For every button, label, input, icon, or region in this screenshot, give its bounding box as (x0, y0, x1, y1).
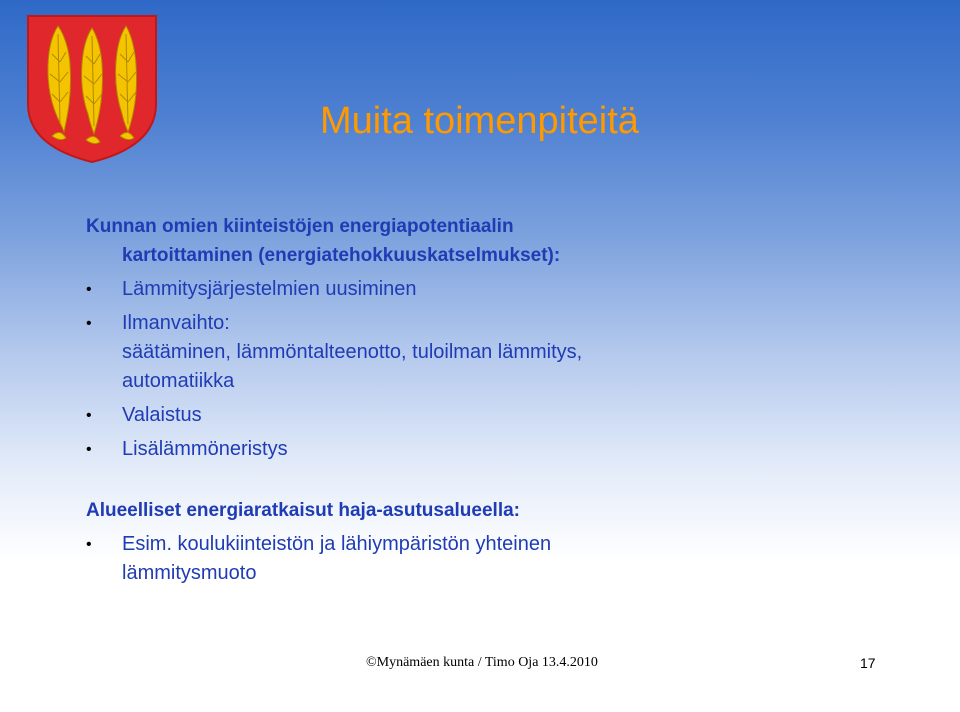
bullet-text: Esim. koulukiinteistön ja lähiympäristön yhteinen (122, 533, 552, 555)
bullet-text: Lisälämmöneristys (122, 438, 288, 460)
section2-heading: Alueelliset energiaratkaisut haja-asutusalueella: (86, 500, 521, 521)
coat-of-arms-icon (26, 14, 158, 164)
bullet-icon: • (86, 315, 92, 332)
bullet-text-line2: säätäminen, lämmöntalteenotto, tuloilman lämmitys, (122, 341, 583, 363)
slide-title: Muita toimenpiteitä (320, 100, 639, 142)
bullet-icon: • (86, 536, 92, 553)
bullet-text: Valaistus (122, 404, 202, 426)
section2-bullet-list (86, 530, 926, 588)
page-number: 17 (860, 655, 876, 671)
section1-heading-line1: Kunnan omien kiinteistöjen energiapotentiaalin (86, 216, 514, 237)
bullet-icon: • (86, 407, 92, 424)
section1-heading-line2: kartoittaminen (energiatehokkuuskatselmukset): (122, 245, 561, 266)
bullet-text-line3: automatiikka (122, 370, 235, 392)
bullet-item (86, 435, 926, 464)
bullet-icon: • (86, 441, 92, 458)
bullet-icon: • (86, 281, 92, 298)
bullet-text: Lämmitysjärjestelmien uusiminen (122, 278, 417, 300)
bullet-item (86, 401, 926, 430)
bullet-item (86, 309, 926, 396)
bullet-text: Ilmanvaihto: (122, 312, 230, 334)
section1-bullet-list (86, 275, 926, 464)
bullet-text-line2: lämmitysmuoto (122, 562, 257, 584)
section1-heading (86, 212, 926, 270)
bullet-item (86, 275, 926, 304)
footer-copyright: ©Mynämäen kunta / Timo Oja 13.4.2010 (366, 655, 598, 670)
bullet-item (86, 530, 926, 588)
slide-content (86, 212, 926, 588)
